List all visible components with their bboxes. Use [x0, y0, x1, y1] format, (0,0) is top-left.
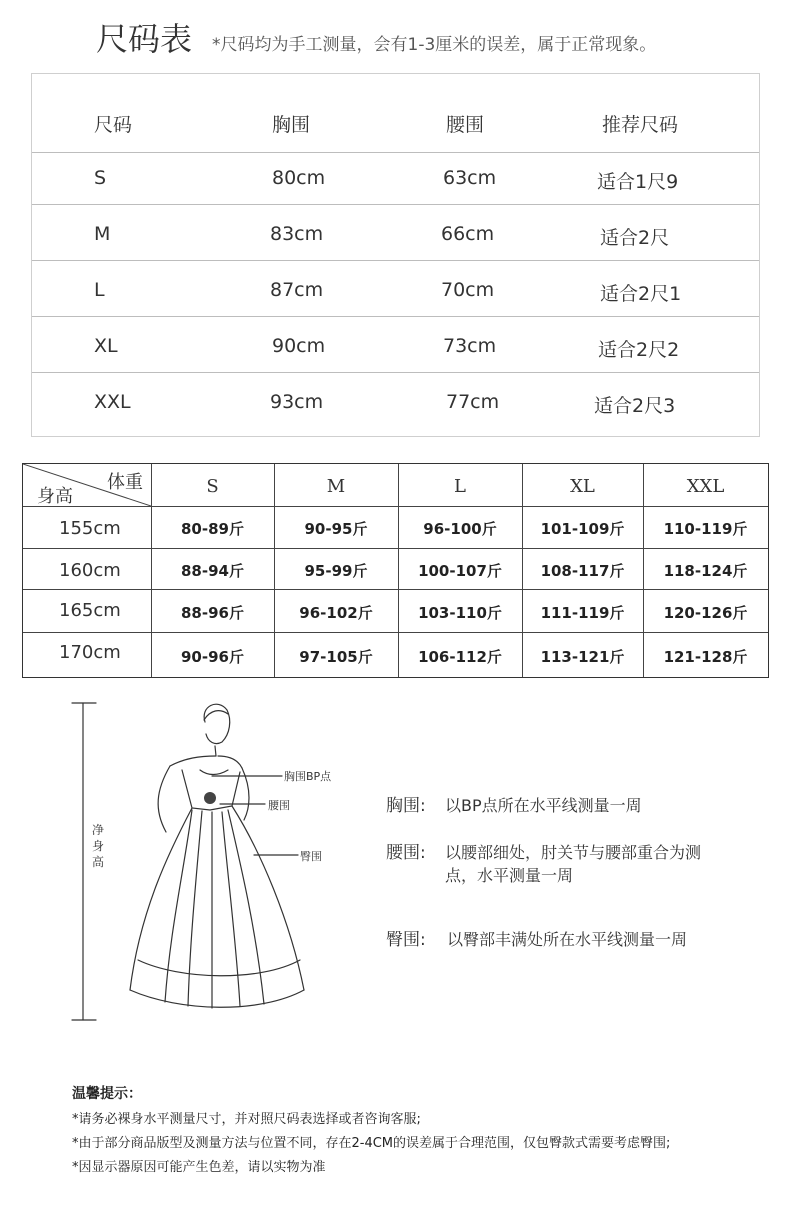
- header-recommended: 推荐尺码: [602, 114, 679, 136]
- table-row: XL 90cm 73cm 适合2尺2: [32, 316, 759, 373]
- measure-waist-text2: 点，水平测量一周: [445, 866, 574, 885]
- size-col-s: S: [206, 476, 219, 497]
- measure-bust-label: 胸围:: [386, 796, 426, 816]
- header-waist: 腰围: [446, 114, 485, 136]
- header-size: 尺码: [94, 114, 133, 136]
- header-bust: 胸围: [272, 114, 311, 136]
- table-row: XXL 93cm 77cm 适合2尺3: [32, 372, 759, 436]
- tips-title: 温馨提示：: [72, 1086, 142, 1102]
- label-bust: 胸围BP点: [284, 770, 332, 783]
- height-170: 170cm: [59, 642, 121, 663]
- tip-item: *由于部分商品版型及测量方法与位置不同，存在2-4CM的误差属于合理范围，仅包臀款式需要考虑臀围;: [72, 1136, 671, 1151]
- table-row: M 83cm 66cm 适合2尺: [32, 204, 759, 261]
- size-col-xl: XL: [570, 476, 595, 497]
- measure-waist-text: 以腰部细处，肘关节与腰部重合为测: [445, 843, 702, 862]
- page-title: 尺码表: [96, 20, 193, 58]
- weight-table: 体重 身高 S M L XL XXL 155cm 80-89斤 90-95斤 96-100斤 101-109斤 110-119斤 160cm 88-94斤 95-99斤 100-107斤 108-117斤 118-124斤 165cm 88-96斤 96-102斤 103-110斤 111-119斤 120-126斤 170cm 90-96斤 97-105斤 106-112斤 113-121斤 121-128斤: [22, 463, 769, 678]
- height-165: 165cm: [59, 600, 121, 621]
- size-table: [31, 73, 760, 437]
- page-subtitle: *尺码均为手工测量，会有1-3厘米的误差，属于正常现象。: [212, 35, 657, 55]
- table-row: S 80cm 63cm 适合1尺9: [32, 152, 759, 205]
- measure-waist-label: 腰围:: [386, 843, 426, 863]
- size-col-l: L: [454, 476, 466, 497]
- height-155: 155cm: [59, 518, 121, 539]
- measure-hip-label: 臀围:: [386, 930, 426, 950]
- corner-weight: 体重: [107, 472, 143, 493]
- label-waist: 腰围: [268, 799, 290, 812]
- size-col-m: M: [326, 476, 346, 497]
- tip-item: *因显示器原因可能产生色差，请以实物为准: [72, 1160, 326, 1175]
- flower-ornament: [204, 792, 216, 804]
- measure-bust-text: 以BP点所在水平线测量一周: [445, 796, 642, 815]
- corner-height: 身高: [37, 486, 73, 507]
- measure-hip-text: 以臀部丰满处所在水平线测量一周: [447, 930, 688, 949]
- tip-item: *请务必裸身水平测量尺寸，并对照尺码表选择或者咨询客服;: [72, 1112, 421, 1127]
- height-160: 160cm: [59, 560, 121, 581]
- size-col-xxl: XXL: [686, 476, 725, 497]
- height-label: 净身高: [92, 823, 105, 869]
- label-hip: 臀围: [300, 850, 322, 863]
- table-row: L 87cm 70cm 适合2尺1: [32, 260, 759, 317]
